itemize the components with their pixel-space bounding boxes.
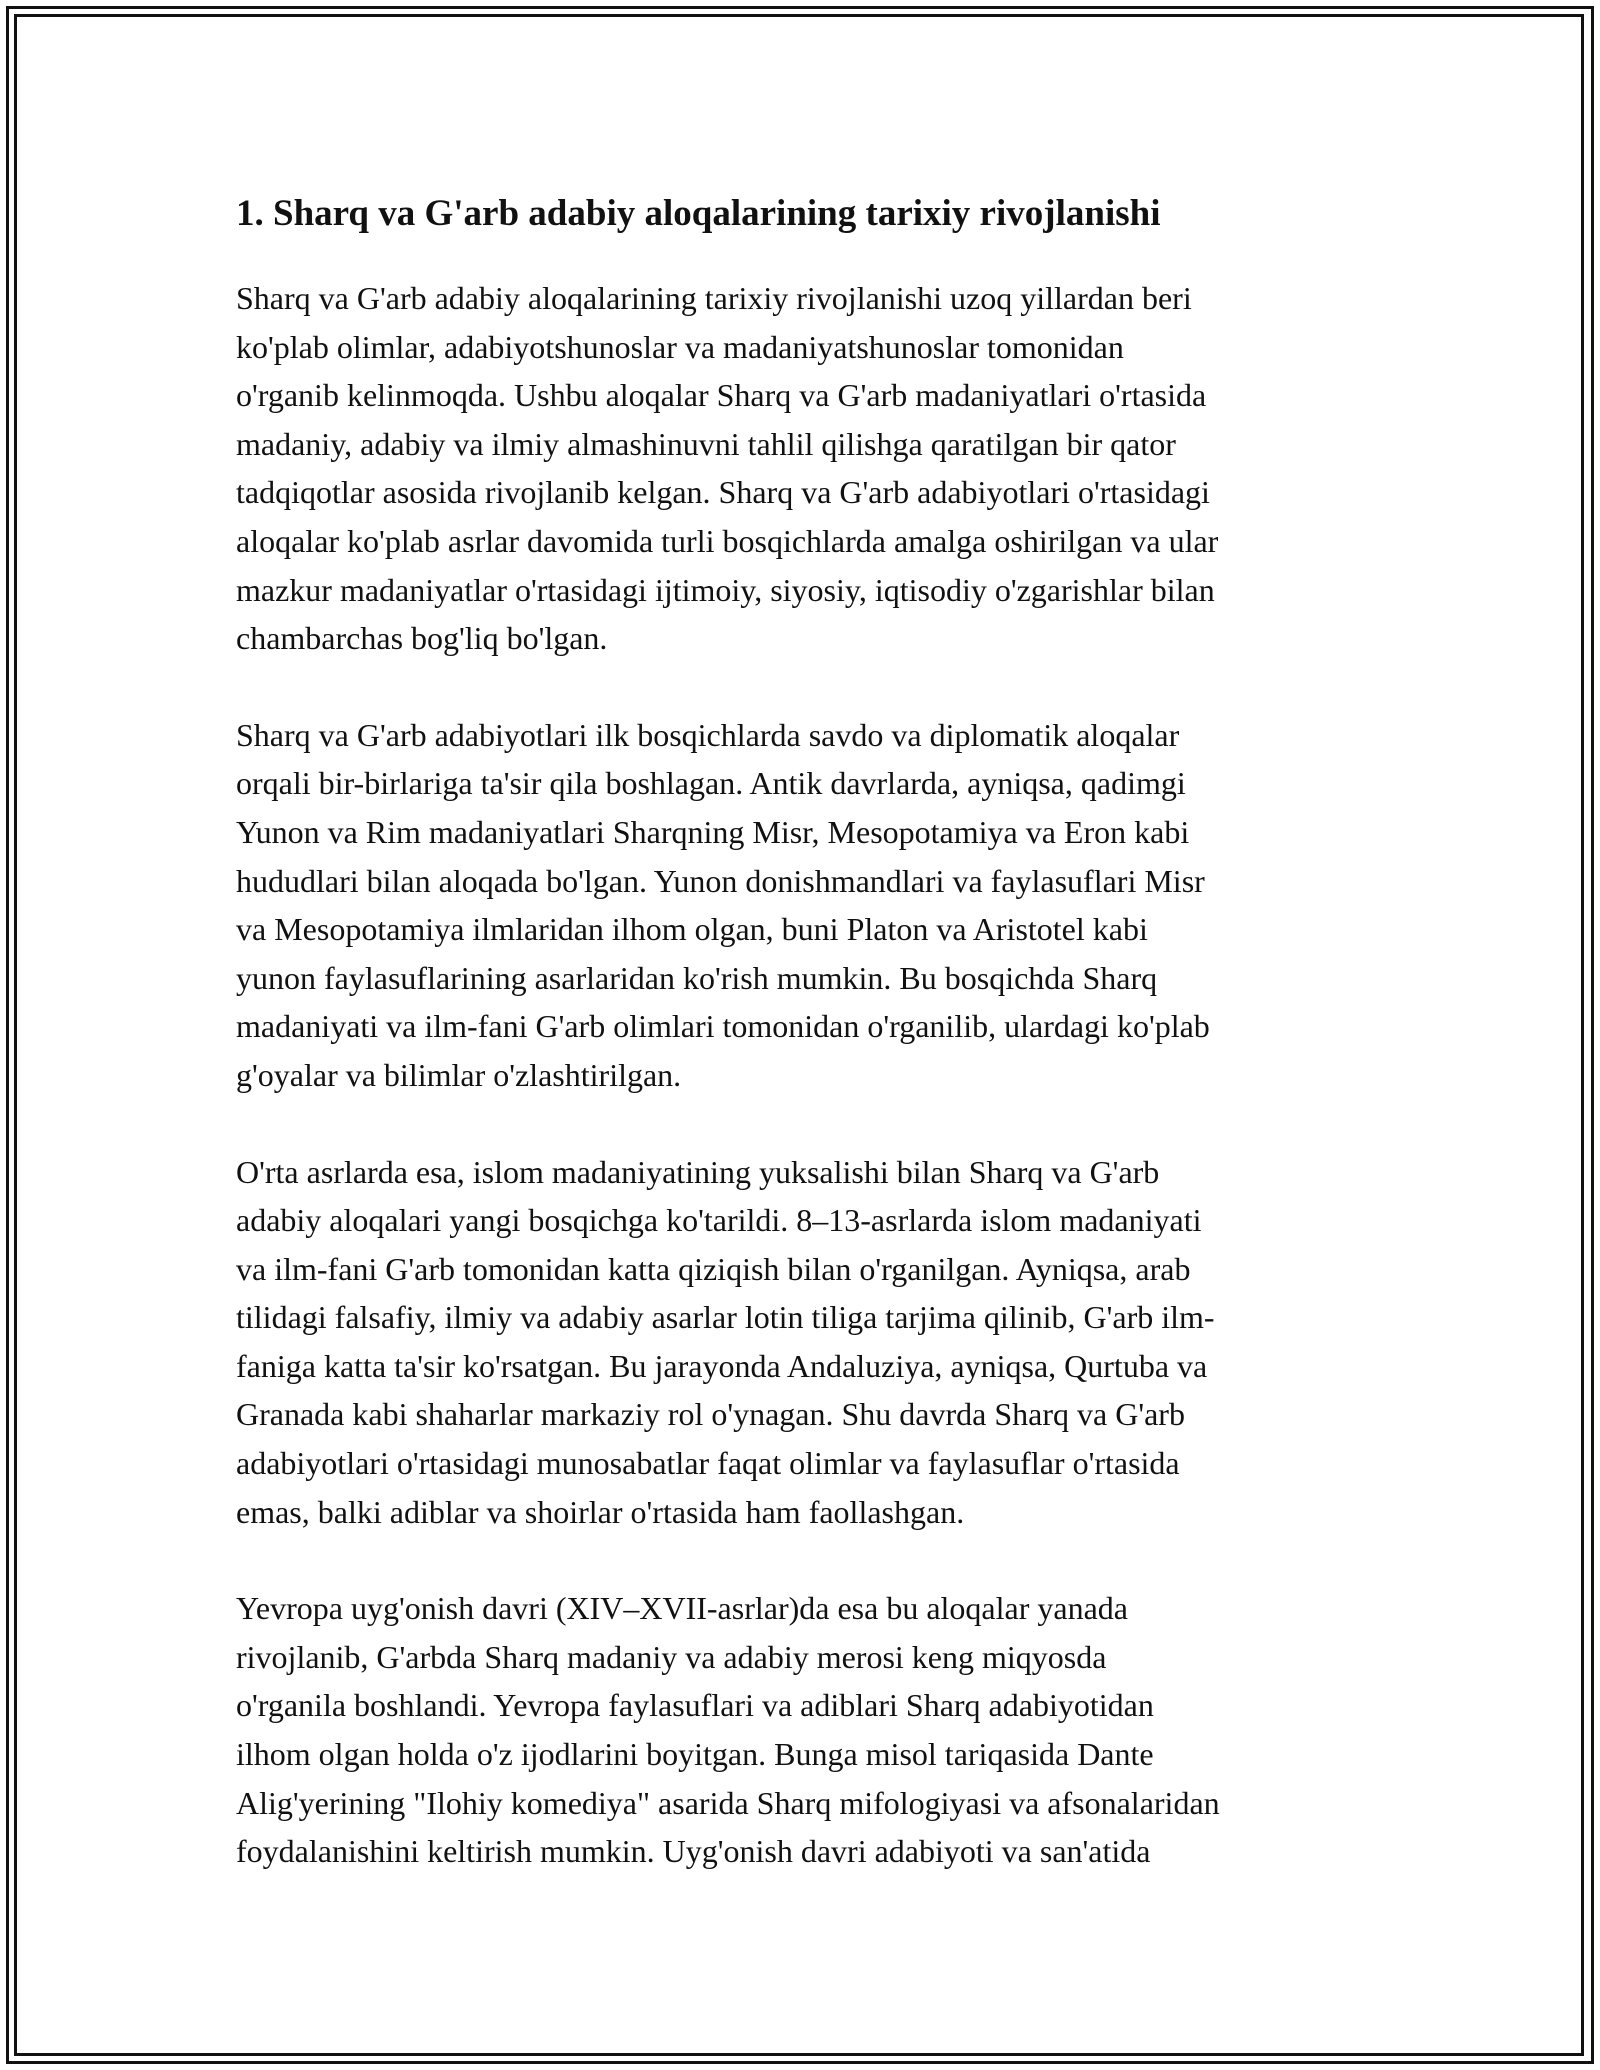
text-line: mazkur madaniyatlar o'rtasidagi ijtimoiy, siyosiy, iqtisodiy o'zgarishlar bilan [236, 571, 1215, 608]
paragraph-4 [236, 1584, 1396, 1876]
text-line: yunon faylasuflarining asarlaridan ko'rish mumkin. Bu bosqichda Sharq [236, 959, 1158, 996]
text-line: o'rganib kelinmoqda. Ushbu aloqalar Sharq va G'arb madaniyatlari o'rtasida [236, 377, 1207, 414]
text-line: faniga katta ta'sir ko'rsatgan. Bu jarayonda Andaluziya, ayniqsa, Qurtuba va [236, 1347, 1208, 1384]
text-line: Sharq va G'arb adabiyotlari ilk bosqichlarda savdo va diplomatik aloqalar [236, 716, 1180, 753]
text-line: g'oyalar va bilimlar o'zlashtirilgan. [236, 1056, 682, 1093]
text-line: aloqalar ko'plab asrlar davomida turli bosqichlarda amalga oshirilgan va ular [236, 522, 1219, 559]
text-line: Sharq va G'arb adabiy aloqalarining tarixiy rivojlanishi uzoq yillardan beri [236, 280, 1192, 316]
text-line: adabiyotlari o'rtasidagi munosabatlar faqat olimlar va faylasuflar o'rtasida [236, 1445, 1180, 1482]
paragraph-2 [236, 711, 1396, 1100]
text-line: O'rta asrlarda esa, islom madaniyatining yuksalishi bilan Sharq va G'arb [236, 1153, 1160, 1190]
text-line: va ilm-fani G'arb tomonidan katta qiziqish bilan o'rganilgan. Ayniqsa, arab [236, 1250, 1191, 1287]
text-line: orqali bir-birlariga ta'sir qila boshlagan. Antik davrlarda, ayniqsa, qadimgi [236, 765, 1186, 802]
text-line: Yevropa uyg'onish davri (XIV–XVII-asrlar)da esa bu aloqalar yanada [236, 1590, 1128, 1627]
text-line: chambarchas bog'liq bo'lgan. [236, 620, 608, 657]
paragraph-1 [236, 274, 1396, 663]
text-line: ilhom olgan holda o'z ijodlarini boyitgan. Bunga misol tariqasida Dante [236, 1736, 1154, 1773]
text-line: va Mesopotamiya ilmlaridan ilhom olgan, buni Platon va Aristotel kabi [236, 911, 1148, 948]
paragraph-3 [236, 1148, 1396, 1537]
text-line: rivojlanib, G'arbda Sharq madaniy va adabiy merosi keng miqyosda [236, 1638, 1107, 1675]
text-line: tadqiqotlar asosida rivojlanib kelgan. Sharq va G'arb adabiyotlari o'rtasidagi [236, 474, 1210, 511]
document-page [236, 188, 1396, 1924]
text-line: Granada kabi shaharlar markaziy rol o'ynagan. Shu davrda Sharq va G'arb [236, 1396, 1185, 1433]
text-line: adabiy aloqalari yangi bosqichga ko'tarildi. 8–13-asrlarda islom madaniyati [236, 1202, 1202, 1239]
text-line: Alig'yerining "Ilohiy komediya" asarida Sharq mifologiyasi va afsonalaridan [236, 1784, 1220, 1821]
text-line: o'rganila boshlandi. Yevropa faylasuflari va adiblari Sharq adabiyotidan [236, 1687, 1154, 1724]
text-line: madaniy, adabiy va ilmiy almashinuvni tahlil qilishga qaratilgan bir qator [236, 425, 1176, 462]
text-line: tilidagi falsafiy, ilmiy va adabiy asarlar lotin tiliga tarjima qilinib, G'arb ilm- [236, 1299, 1215, 1336]
text-line: foydalanishini keltirish mumkin. Uyg'onish davri adabiyoti va san'atida [236, 1833, 1151, 1870]
text-line: madaniyati va ilm-fani G'arb olimlari tomonidan o'rganilib, ulardagi ko'plab [236, 1008, 1210, 1045]
section-heading: 1. Sharq va G'arb adabiy aloqalarining tarixiy rivojlanishi [236, 193, 1161, 234]
text-line: Yunon va Rim madaniyatlari Sharqning Misr, Mesopotamiya va Eron kabi [236, 813, 1190, 850]
text-line: ko'plab olimlar, adabiyotshunoslar va madaniyatshunoslar tomonidan [236, 328, 1124, 365]
text-line: emas, balki adiblar va shoirlar o'rtasida ham faollashgan. [236, 1493, 965, 1530]
text-line: hududlari bilan aloqada bo'lgan. Yunon donishmandlari va faylasuflari Misr [236, 862, 1205, 899]
